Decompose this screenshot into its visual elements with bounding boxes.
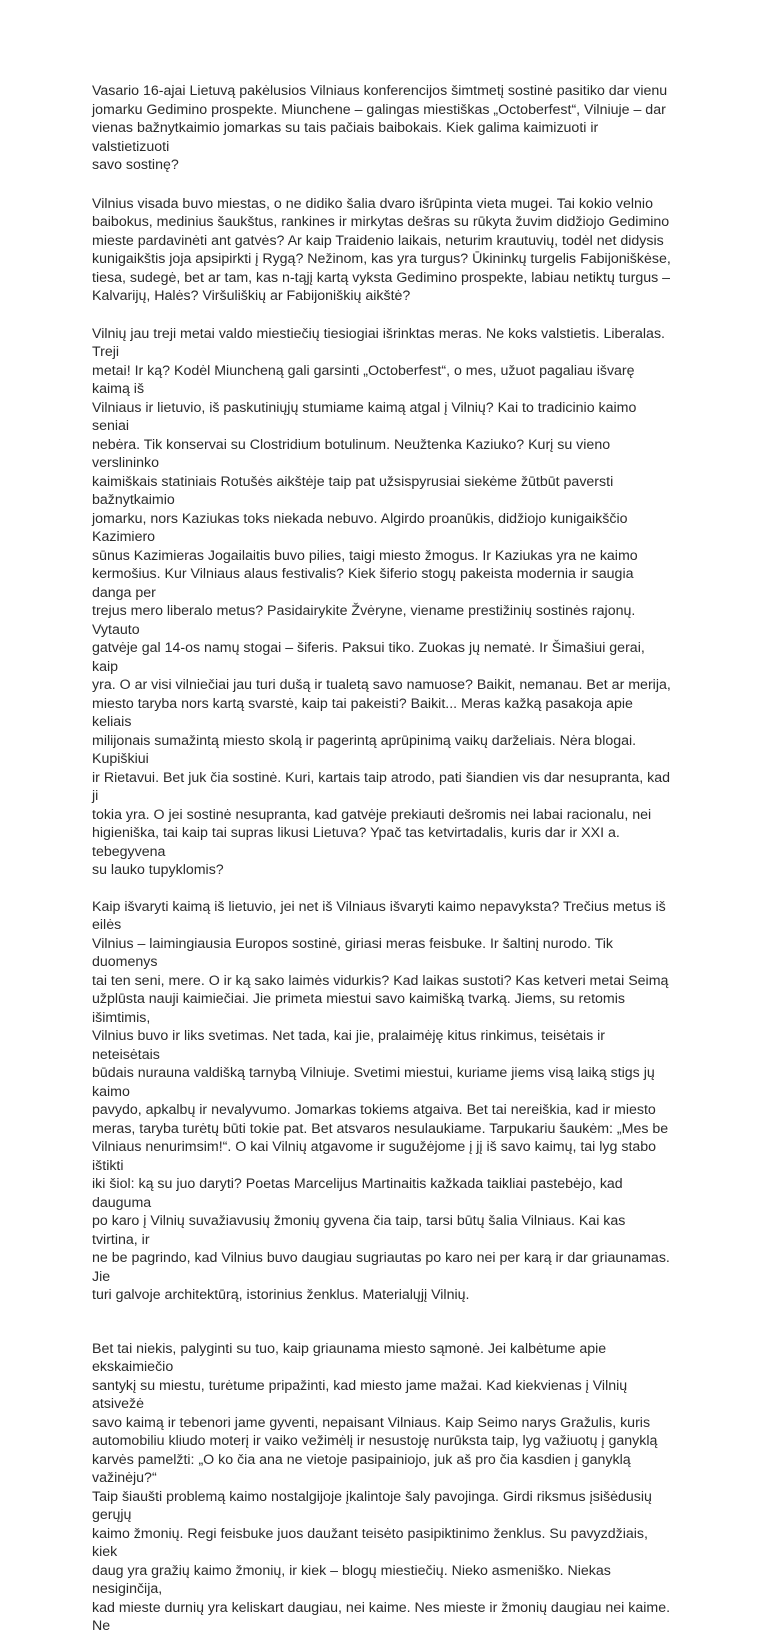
paragraph-5: Bet tai niekis, palyginti su tuo, kaip griaunama miesto sąmonė. Jei kalbėtume apie ekskaimiečio santykį su miestu, turėtume pripažinti, kad miesto jame mažai. Kad kiekvienas į Vilnių atsivežė savo kaimą ir tebenori jame gyventi, nepaisant Vilniaus. Kaip Seimo narys Gražulis, kuris automobiliu kliudo moterį ir vaiko vežimėlį ir nesustoję nurūksta taip, lyg važiuotų į ganyklą karvės pamelžti: „O ko čia ana ne vietoje pasipainiojo, juk aš pro čia kasdien į ganyklą važinėju?“ Taip šiaušti problemą kaimo nostalgijoje įkalintoje šaly pavojinga. Girdi riksmus įsišėdusių gerųjų kaimo žmonių. Regi feisbuke juos daužant teisėto pasipiktinimo ženklus. Su pavyzdžiais, kiek daug yra gražių kaimo žmonių, ir kiek – blogų miestiečių. Nieko asmeniško. Niekas nesiginčija, kad mieste durnių yra keliskart daugiau, nei kaime. Nes mieste ir žmonių daugiau nei kaime. Ne [92,1340,671,1634]
paragraph-1: Vasario 16-ajai Lietuvą pakėlusios Vilniaus konferencijos šimtmetį sostinė pasitiko dar vienu jomarku Gedimino prospekte. Miunchene – galingas miestiškas „Octoberfest“, Vilniuje – dar vienas bažnytkaimio jomarkas su tais pačiais baibokais. Kiek galima kaimizuoti ir valstietizuoti savo sostinę? [92,83,668,173]
article-body [92,82,672,1636]
paragraph-4: Kaip išvaryti kaimą iš lietuvio, jei net iš Vilniaus išvaryti kaimo nepavyksta? Trečius metus iš eilės Vilnius – laimingiausia Europos sostinė, giriasi meras feisbuke. Ir šaltinį nurodo. Tik duomenys tai ten seni, mere. O ir ką sako laimės vidurkis? Kad laikas sustoti? Kas ketveri metai Seimą užplūsta nauji kaimiečiai. Jie primeta miestui savo kaimišką tvarką. Jiems, su retomis išimtimis, Vilnius buvo ir liks svetimas. Net tada, kai jie, pralaimėję kitus rinkimus, teisėtais ir neteisėtais būdais nurauna valdišką tarnybą Vilniuje. Svetimi miestui, kuriame jiems visą laiką stigs jų kaimo pavydo, apkalbų ir nevalyvumo. Jomarkas tokiems atgaiva. Bet tai nereiškia, kad ir miesto meras, taryba turėtų būti tokie pat. Bet atsvaros nesulaukiame. Tarpukariu šaukėm: „Mes be Vilniaus nenurimsim!“. O kai Vilnių atgavome ir sugužėjome į jį iš savo kaimų, tai lyg stabo ištikti iki šiol: ką su juo daryti? Poetas Marcelijus Martinaitis kažkada taikliai pastebėjo, kad dauguma po karo į Vilnių suvažiavusių žmonių gyvena čia taip, tarsi būtų šalia Vilniaus. Kai kas tvirtina, ir ne be pagrindo, kad Vilnius buvo daugiau sugriautas po karo nei per karą ir dar griaunamas. Jie turi galvoje architektūrą, istorinius ženklus. Materialųjį Vilnių. [92,898,670,1303]
paragraph-2: Vilnius visada buvo miestas, o ne didiko šalia dvaro išrūpinta vieta mugei. Tai kokio velnio baibokus, medinius šaukštus, rankines ir mirkytas dešras su rūkyta žuvim didžiojo Gedimino mieste pardavinėti ant gatvės? Ar kaip Traidenio laikais, neturim krautuvių, todėl net didysis kunigaikštis joja apsipirkti į Rygą? Nežinom, kas yra turgus? Ūkininkų turgelis Fabijoniškėse, tiesa, sudegė, bet ar tam, kas n-tąjį kartą vyksta Gedimino prospekte, labiau netiktų turgus – Kalvarijų, Halės? Viršuliškių ar Fabijoniškių aikštė? [92,195,671,304]
paragraph-3: Vilnių jau treji metai valdo miestiečių tiesiogiai išrinktas meras. Ne koks valstietis. Liberalas. Treji metai! Ir ką? Kodėl Miuncheną gali garsinti „Octoberfest“, o mes, užuot pagaliau išvarę kaimą iš Vilniaus ir lietuvio, iš paskutiniųjų stumiame kaimą atgal į Vilnių? Kai to tradicinio kaimo seniai nebėra. Tik konservai su Clostridium botulinum. Neužtenka Kaziuko? Kurį su vieno verslininko kaimiškais statiniais Rotušės aikštėje taip pat užsispyrusiai siekėme žūtbūt paversti bažnytkaimio jomarku, nors Kaziukas toks niekada nebuvo. Algirdo proanūkis, didžiojo kunigaikščio Kazimiero sūnus Kazimieras Jogailaitis buvo pilies, taigi miesto žmogus. Ir Kaziukas yra ne kaimo kermošius. Kur Vilniaus alaus festivalis? Kiek šiferio stogų pakeista modernia ir saugia danga per trejus mero liberalo metus? Pasidairykite Žvėryne, viename prestižinių sostinės rajonų. Vytauto gatvėje gal 14-os namų stogai – šiferis. Paksui tiko. Zuokas jų nematė. Ir Šimašiui gerai, kaip yra. O ar visi vilniečiai jau turi dušą ir tualetą savo namuose? Baikit, nemanau. Bet ar merija, miesto taryba nors kartą svarstė, kaip tai pakeisti? Baikit... Meras kažką pasakoja apie keliais milijonais sumažintą miesto skolą ir pagerintą aprūpinimą vaikų darželiais. Nėra blogai. Kupiškiui ir Rietavui. Bet juk čia sostinė. Kuri, kartais taip atrodo, pati šiandien vis dar nesupranta, kad ji tokia yra. O jei sostinė nesupranta, kad gatvėje prekiauti dešromis nei labai racionalu, nei higieniška, tai kaip tai supras likusi Lietuva? Ypač tas ketvirtadalis, kuris dar ir XXI a. tebegyvena su lauko tupyklomis? [92,325,671,878]
